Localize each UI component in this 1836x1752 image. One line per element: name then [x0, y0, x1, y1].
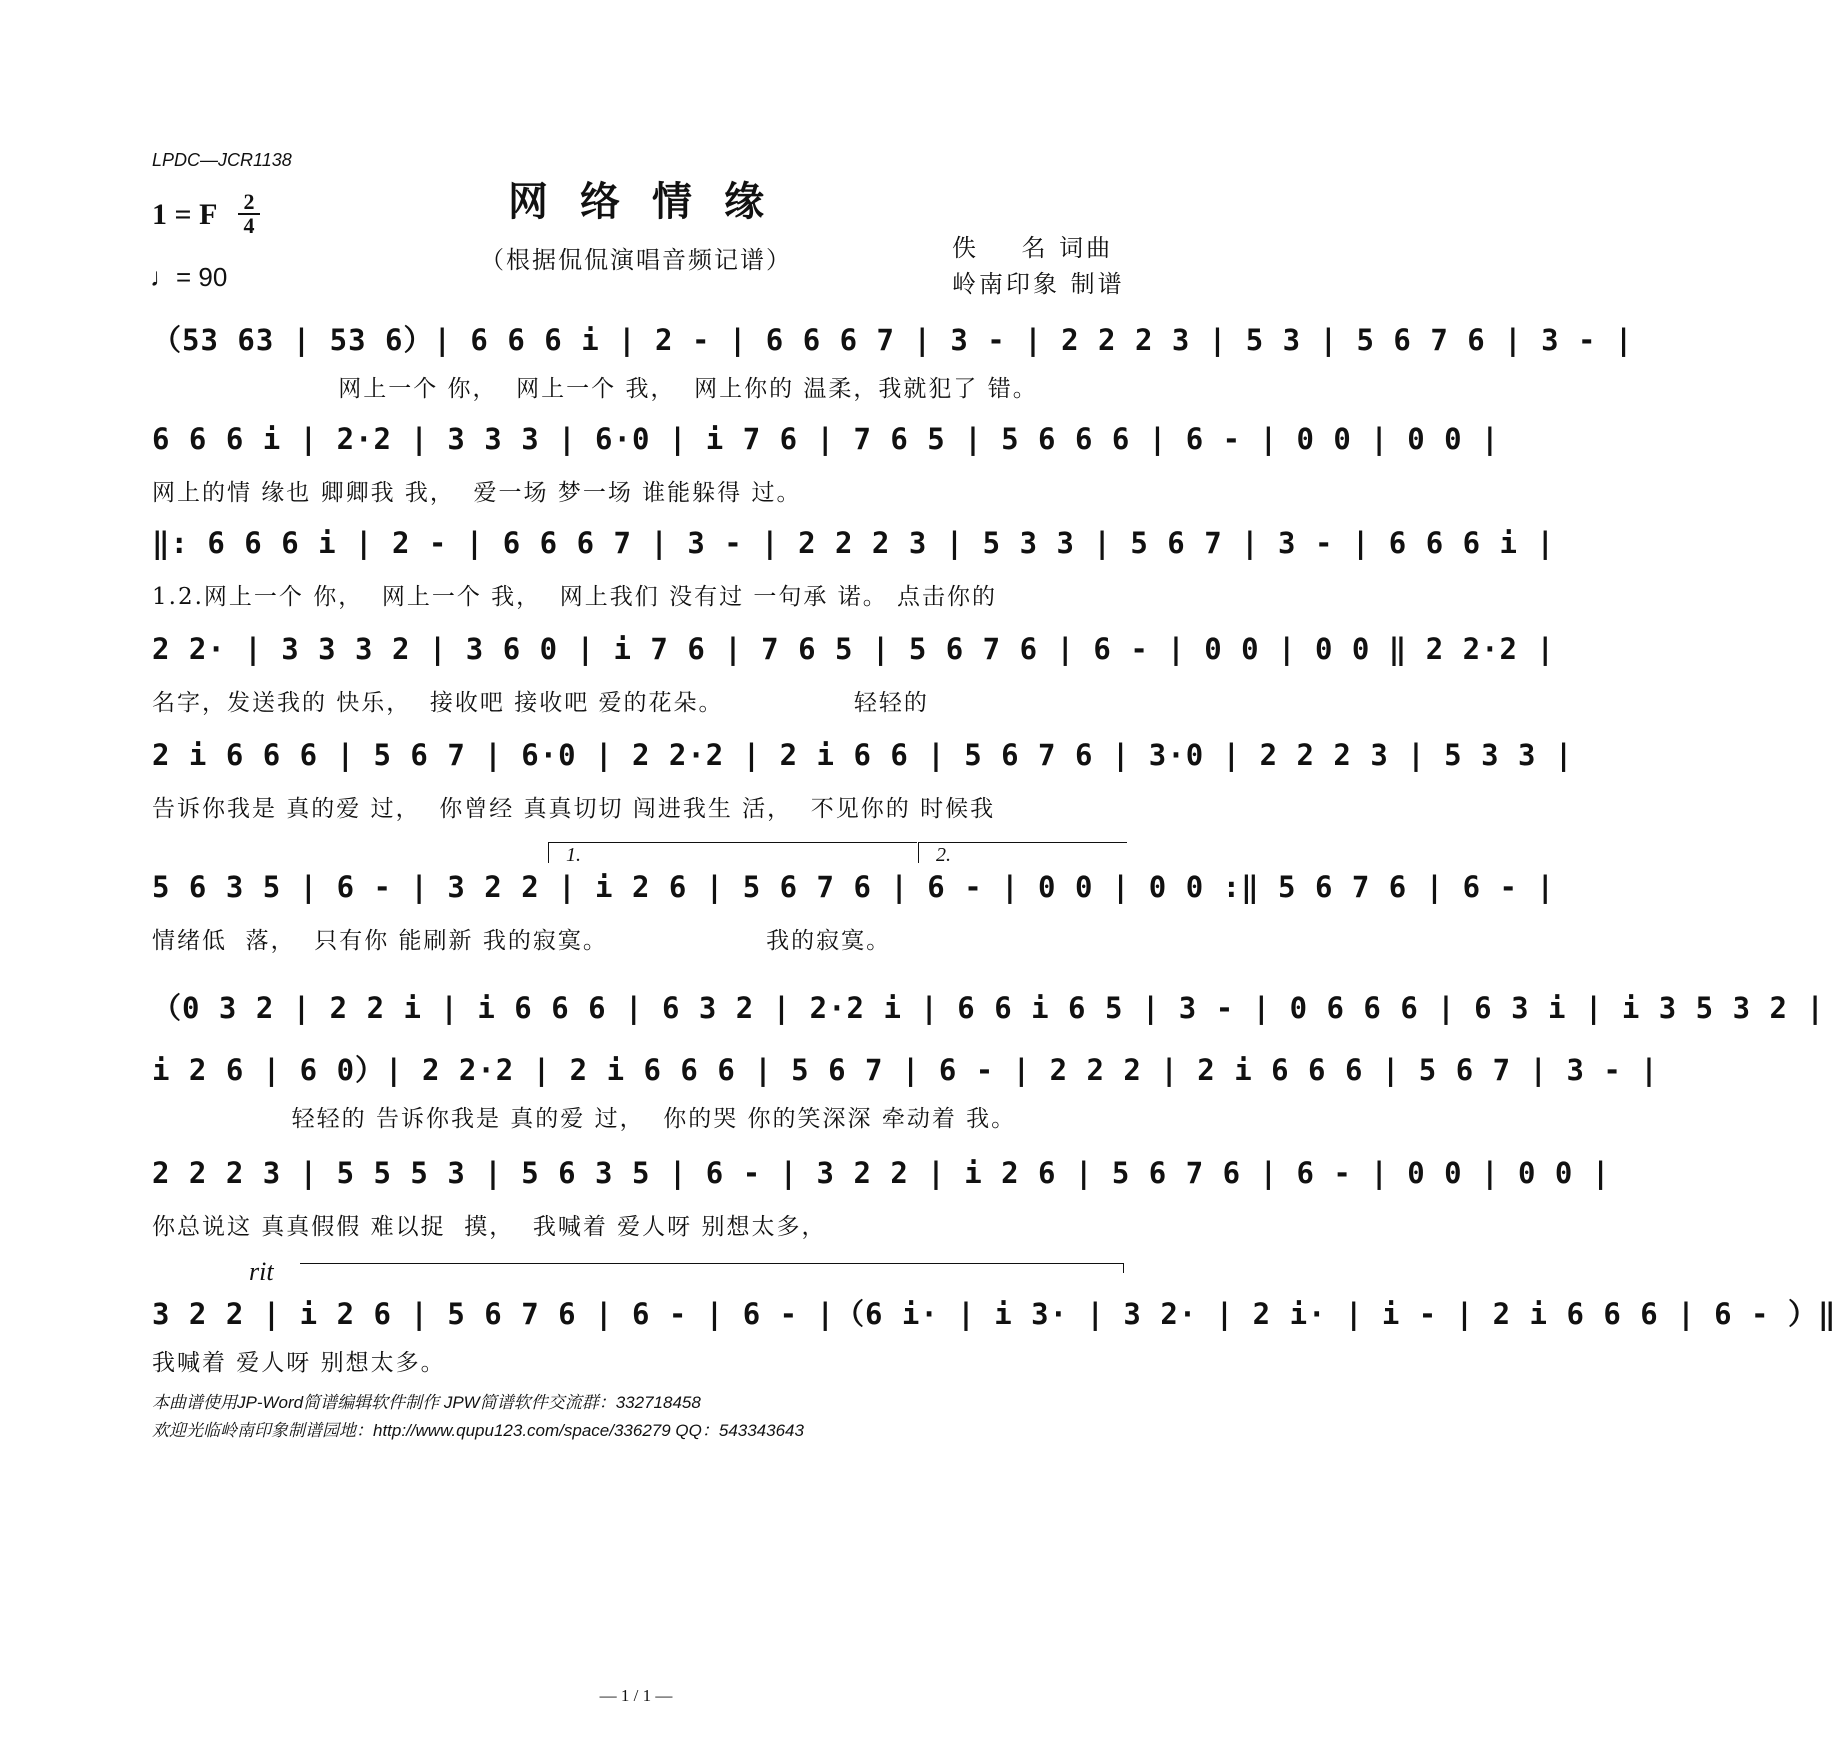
notation-row-8: i 2 6 | 6 0）| 2 2·2 | 2 i 6 6 6 | 5 6 7 | 6 - | 2 2 2 | 2 i 6 6 6 | 5 6 7 | 3 - |	[152, 1053, 1659, 1087]
lyrics-row-6: 情绪低 落， 只有你 能刷新 我的寂寞。 我的寂寞。	[152, 928, 892, 954]
notation-row-9: 2 2 2 3 | 5 5 5 3 | 5 6 3 5 | 6 - | 3 2 2 | i 2 6 | 5 6 7 6 | 6 - | 0 0 | 0 0 |	[152, 1156, 1611, 1190]
lyrics-row-1: 网上一个 你， 网上一个 我， 网上你的 温柔，我就犯了 错。	[152, 376, 1038, 402]
time-signature-denominator: 4	[243, 213, 255, 238]
lyrics-row-4: 名字，发送我的 快乐， 接收吧 接收吧 爱的花朵。 轻轻的	[152, 690, 929, 716]
page-number: — 1 / 1 —	[599, 1686, 673, 1705]
notation-row-10: 3 2 2 | i 2 6 | 5 6 7 6 | 6 - | 6 - |（6 i· | i 3· | 3 2· | 2 i· | i - | 2 i 6 6 6 | 6 - ）‖	[152, 1297, 1836, 1331]
score-code: LPDC—JCR1138	[152, 150, 292, 170]
notation-row-7: （0 3 2 | 2 2 i | i 6 6 6 | 6 3 2 | 2·2 i | 6 6 i 6 5 | 3 - | 0 6 6 6 | 6 3 i | i 3 5 3 2 |	[152, 991, 1825, 1025]
song-title: 网络情缘	[508, 178, 796, 225]
first-ending-bracket	[548, 842, 917, 863]
notation-row-3: ‖: 6 6 6 i | 2 - | 6 6 6 7 | 3 - | 2 2 2 3 | 5 3 3 | 5 6 7 | 3 - | 6 6 6 i |	[152, 526, 1555, 560]
footer-website-line: 欢迎光临岭南印象制谱园地：http://www.qupu123.com/space/336279 QQ：543343643	[152, 1421, 804, 1440]
ritardando-line-end	[1123, 1263, 1124, 1273]
notation-row-2: 6 6 6 i | 2·2 | 3 3 3 | 6·0 | i 7 6 | 7 6 5 | 5 6 6 6 | 6 - | 0 0 | 0 0 |	[152, 422, 1500, 456]
ritardando-line	[300, 1263, 1124, 1264]
notation-row-4: 2 2· | 3 3 3 2 | 3 6 0 | i 7 6 | 7 6 5 | 5 6 7 6 | 6 - | 0 0 | 0 0 ‖ 2 2·2 |	[152, 632, 1555, 666]
lyrics-row-2: 网上的情 缘也 卿卿我 我， 爱一场 梦一场 谁能躲得 过。	[152, 480, 802, 506]
time-signature-numerator: 2	[243, 189, 255, 214]
footer-software-line: 本曲谱使用JP-Word简谱编辑软件制作 JPW简谱软件交流群：332718458	[152, 1393, 701, 1412]
key-signature: 1 = F	[152, 198, 218, 231]
lyrics-row-3: 1.2.网上一个 你， 网上一个 我， 网上我们 没有过 一句承 诺。 点击你的	[152, 584, 997, 610]
notation-row-1: （53 63 | 53 6）| 6 6 6 i | 2 - | 6 6 6 7 | 3 - | 2 2 2 3 | 5 3 | 5 6 7 6 | 3 - |	[152, 323, 1634, 357]
notation-row-5: 2 i 6 6 6 | 5 6 7 | 6·0 | 2 2·2 | 2 i 6 6 | 5 6 7 6 | 3·0 | 2 2 2 3 | 5 3 3 |	[152, 738, 1574, 772]
lyrics-row-8: 轻轻的 告诉你我是 真的爱 过， 你的哭 你的笑深深 牵动着 我。	[152, 1106, 1017, 1132]
lyrics-row-9: 你总说这 真真假假 难以捉 摸， 我喊着 爱人呀 别想太多，	[152, 1214, 827, 1240]
lyrics-row-5: 告诉你我是 真的爱 过， 你曾经 真真切切 闯进我生 活， 不见你的 时候我	[152, 796, 996, 822]
ritardando-marking: rit	[249, 1257, 274, 1286]
transcriber-credit: 岭南印象 制谱	[952, 270, 1125, 298]
tempo-marking: ♩= 90	[150, 262, 228, 292]
notation-row-6: 5 6 3 5 | 6 - | 3 2 2 | i 2 6 | 5 6 7 6 | 6 - | 0 0 | 0 0 :‖ 5 6 7 6 | 6 - |	[152, 870, 1555, 904]
song-subtitle: （根据侃侃演唱音频记谱）	[480, 246, 792, 274]
second-ending-label: 2.	[936, 844, 951, 866]
first-ending-label: 1.	[566, 844, 581, 866]
time-signature	[238, 189, 260, 238]
lyrics-row-10: 我喊着 爱人呀 别想太多。	[152, 1350, 446, 1376]
composer-credit: 佚 名 词曲	[952, 234, 1114, 262]
